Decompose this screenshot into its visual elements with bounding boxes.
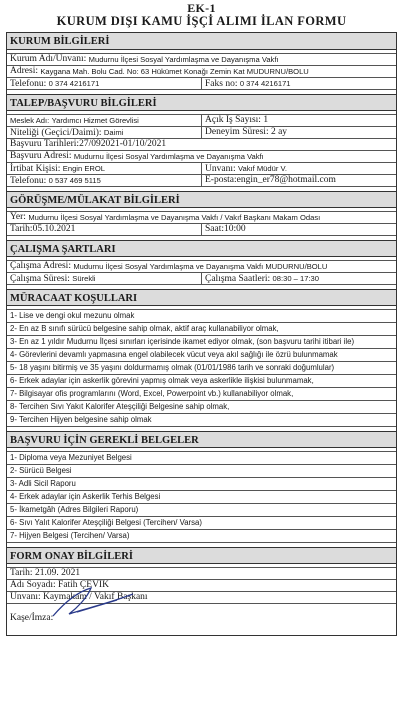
kurum-telefon-value: 0 374 4216171 <box>48 79 100 88</box>
deneyim-value: 2 ay <box>270 127 288 137</box>
gorusme-tarih-label: Tarih: <box>10 224 33 234</box>
kurum-ad-value: Mudurnu İlçesi Sosyal Yardımlaşma ve Dayanışma Vakfı <box>88 55 279 64</box>
kurum-telefon-label: Telefonu: <box>10 79 47 89</box>
talep-tarih-row <box>7 139 396 151</box>
section-talep: TALEP/BAŞVURU BİLGİLERİ <box>7 94 396 111</box>
section-calisma: ÇALIŞMA ŞARTLARI <box>7 240 396 257</box>
kurum-faks-label: Faks no: <box>205 79 238 89</box>
gorusme-saat-value: 10:00 <box>224 224 246 234</box>
calisma-sure-row <box>7 273 396 285</box>
list-item: 3- Adli Sicil Raporu <box>7 478 396 491</box>
annex-label: EK-1 <box>187 1 216 15</box>
calisma-sure-label: Çalışma Süresi: <box>10 274 70 284</box>
list-item: 8- Tercihen Sıvı Yakıt Kalorifer Ateşçiliği Belgesine sahip olmak, <box>7 401 396 414</box>
list-item: 1- Diploma veya Mezuniyet Belgesi <box>7 452 396 465</box>
talep-irtibat-row <box>7 163 396 175</box>
gorusme-tarih-value: 05.10.2021 <box>32 224 76 234</box>
list-item: 6- Sıvı Yalıt Kalorifer Ateşçiliği Belgesi (Tercihen/ Varsa) <box>7 517 396 530</box>
talep-telefon-row <box>7 175 396 187</box>
gorusme-saat-label: Saat: <box>205 224 224 234</box>
nitelik-value: Daimi <box>103 128 124 137</box>
kurum-adres-value: Kaygana Mah. Bolu Cad. No: 63 Hükümet Konağı Zemin Kat MUDURNU/BOLU <box>40 67 309 76</box>
basvuru-tarih-label: Başvuru Tarihleri: <box>10 139 80 149</box>
calisma-saat-label: Çalışma Saatleri: <box>205 274 271 284</box>
talep-telefon-value: 0 537 469 5115 <box>48 176 101 185</box>
list-item: 1- Lise ve dengi okul mezunu olmak <box>7 310 396 323</box>
list-item: 4- Görevlerini devamlı yapmasına engel olabilecek vücut veya akıl sağlığı ile özrü bulunmamak <box>7 349 396 362</box>
kase-imza-area <box>7 604 396 635</box>
kurum-ad-label: Kurum Adı/Unvanı: <box>10 54 87 64</box>
calisma-adres-row <box>7 261 396 273</box>
irtibat-value: Engin EROL <box>62 164 105 173</box>
gorusme-tarih-row <box>7 224 396 236</box>
list-item: 7- Hijyen Belgesi (Tercihen/ Varsa) <box>7 530 396 543</box>
meslek-value: Yardımcı Hizmet Görevlisi <box>51 116 139 125</box>
onay-tarih-row <box>7 568 396 580</box>
deneyim-label: Deneyim Süresi: <box>205 127 269 137</box>
onay-adsoyad-label: Adı Soyadı: <box>10 580 56 590</box>
basvuru-adres-label: Başvuru Adresi: <box>10 151 72 161</box>
section-kurum: KURUM BİLGİLERİ <box>7 33 396 50</box>
section-gorusme: GÖRÜŞME/MÜLAKAT BİLGİLERİ <box>7 191 396 208</box>
talep-telefon-label: Telefonu: <box>10 176 47 186</box>
talep-nitelik-row <box>7 127 396 139</box>
gorusme-yer-label: Yer: <box>10 212 26 222</box>
list-item: 3- En az 1 yıldır Mudurnu İlçesi sınırları içerisinde ikamet ediyor olmak, (son başvuru tarihi itibari ile) <box>7 336 396 349</box>
onay-tarih-label: Tarih: <box>10 568 33 578</box>
basvuru-adres-value: Mudurnu İlçesi Sosyal Yardımlaşma ve Dayanışma Vakfı <box>73 152 264 161</box>
kase-imza-label: Kaşe/İmza: <box>10 613 54 623</box>
section-onay: FORM ONAY BİLGİLERİ <box>7 547 396 564</box>
form-title: KURUM DIŞI KAMU İŞÇİ ALIMI İLAN FORMU <box>56 14 347 28</box>
calisma-sure-value: Sürekli <box>72 274 96 283</box>
kurum-adres-row <box>7 66 396 78</box>
irtibat-label: İrtibat Kişisi: <box>10 164 61 174</box>
eposta-value: engin_er78@hotmail.com <box>236 175 336 185</box>
eposta-label: E-posta: <box>205 175 237 185</box>
meslek-label: Meslek Adı: <box>10 116 50 125</box>
unvan-label: Unvanı: <box>205 164 236 174</box>
list-item: 5- İkametgâh (Adres Bilgileri Raporu) <box>7 504 396 517</box>
acik-label: Açık İş Sayısı: <box>205 115 261 125</box>
onay-unvan-label: Unvanı: <box>10 592 41 602</box>
basvuru-tarih-value: 27/092021-01/10/2021 <box>79 139 167 149</box>
kurum-faks-value: 0 374 4216171 <box>239 79 291 88</box>
unvan-value: Vakıf Müdür V. <box>237 164 287 173</box>
form-frame <box>6 32 397 636</box>
onay-unvan-value: Kaymakam / Vakıf Başkanı <box>42 592 148 602</box>
section-muracaat: MÜRACAAT KOŞULLARI <box>7 289 396 306</box>
kurum-telefon-row <box>7 78 396 90</box>
list-item: 2- Sürücü Belgesi <box>7 465 396 478</box>
list-item: 6- Erkek adaylar için askerlik görevini yapmış olmak veya askerlikle ilişkisi bulunmamak, <box>7 375 396 388</box>
kurum-ad-row <box>7 54 396 66</box>
form-header <box>6 2 397 28</box>
calisma-adres-value: Mudurnu İlçesi Sosyal Yardımlaşma ve Dayanışma Vakfı MUDURNU/BOLU <box>73 262 328 271</box>
talep-meslek-row <box>7 115 396 127</box>
onay-adsoyad-value: Fatih ÇEVİK <box>58 580 109 590</box>
nitelik-label: Niteliği (Geçici/Daimi): <box>10 128 102 138</box>
list-item: 5- 18 yaşını bitirmiş ve 35 yaşını doldurmamış olmak (01/01/1986 tarih ve sonraki doğumlular) <box>7 362 396 375</box>
calisma-saat-value: 08:30 – 17:30 <box>272 274 319 283</box>
calisma-adres-label: Çalışma Adresi: <box>10 261 71 271</box>
talep-adres-row <box>7 151 396 163</box>
onay-tarih-value: 21.09. 2021 <box>34 568 81 578</box>
list-item: 9- Tercihen Hijyen belgesine sahip olmak <box>7 414 396 427</box>
list-item: 2- En az B sınıfı sürücü belgesine sahip olmak, aktif araç kullanabiliyor olmak, <box>7 323 396 336</box>
list-item: 7- Bilgisayar ofis programlarını (Word, Excel, Powerpoint vb.) kullanabiliyor olmak, <box>7 388 396 401</box>
gorusme-yer-value: Mudurnu İlçesi Sosyal Yardımlaşma ve Dayanışma Vakfı / Vakıf Başkanı Makam Odası <box>28 213 321 222</box>
gorusme-yer-row <box>7 212 396 224</box>
signature-mark <box>47 582 157 622</box>
acik-value: 1 <box>263 115 269 125</box>
section-belgeler: BAŞVURU İÇİN GEREKLİ BELGELER <box>7 431 396 448</box>
kurum-adres-label: Adresi: <box>10 66 38 76</box>
list-item: 4- Erkek adaylar için Askerlik Terhis Belgesi <box>7 491 396 504</box>
